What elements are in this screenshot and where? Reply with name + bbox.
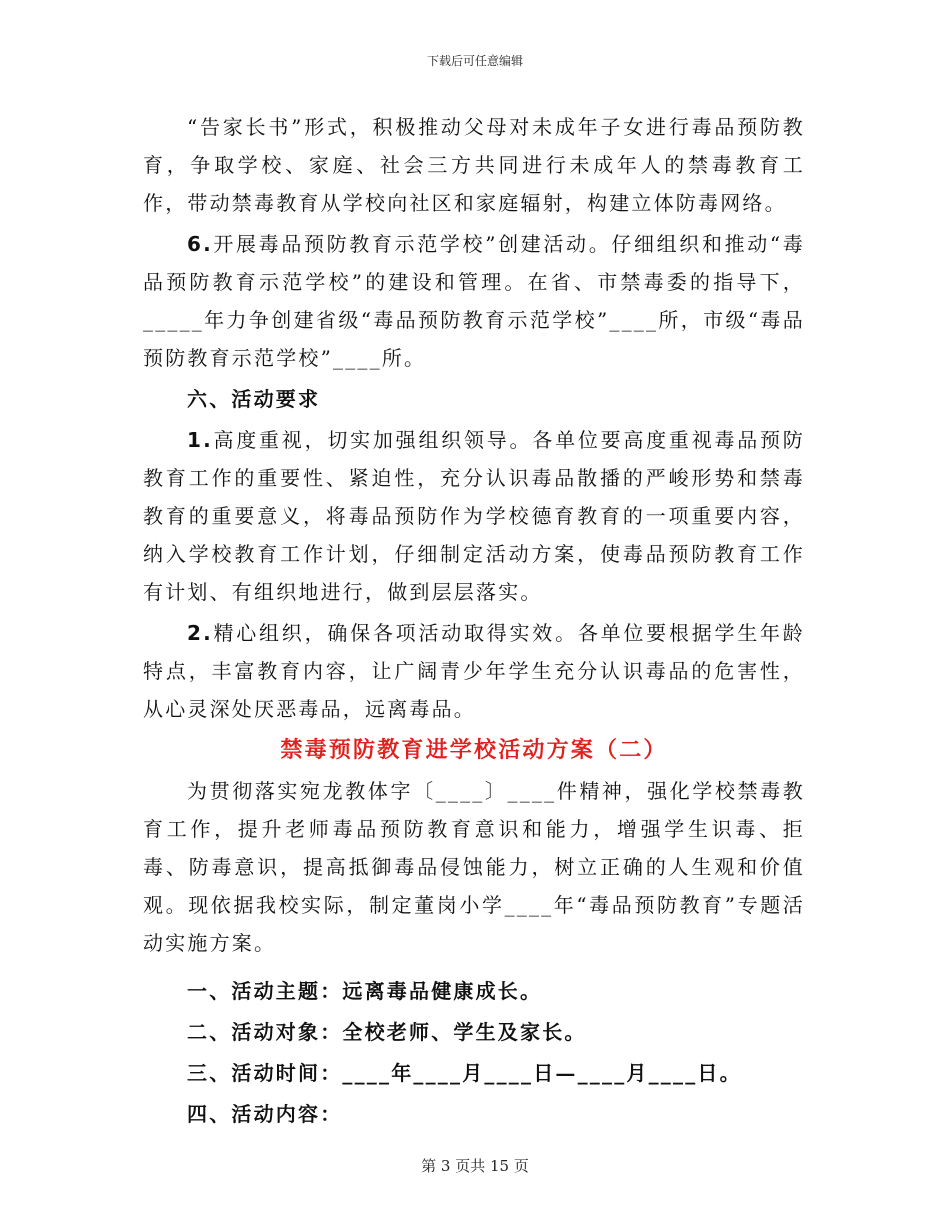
item-number: 1.: [187, 428, 213, 452]
page-header: 下载后可任意编辑: [426, 54, 523, 68]
paragraph-item-1: [143, 421, 805, 611]
item-number: 6.: [187, 232, 213, 256]
paragraph-intro: 为贯彻落实宛龙教体字〔____〕____件精神，强化学校禁毒教育工作，提升老师毒品预防教育意识和能力，增强学生识毒、拒毒、防毒意识，提高抵御毒品侵蚀能力，树立正确的人生观和价值观。现依据我校实际，制定董岗小学____年“毒品预防教育”专题活动实施方案。: [143, 779, 805, 955]
document-body: [143, 108, 805, 1133]
section-heading-requirements: 六、活动要求: [187, 387, 321, 411]
paragraph-item-6: [143, 225, 805, 377]
section-title: 禁毒预防教育进学校活动方案（二）: [280, 737, 668, 763]
page-footer: 第 3 页共 15 页: [421, 1157, 529, 1175]
item-text: 开展毒品预防教育示范学校”创建活动。仔细组织和推动“毒品预防教育示范学校”的建设和管理。在省、市禁毒委的指导下，_____年力争创建省级“毒品预防教育示范学校”____所，市级“毒品预防教育示范学校”____所。: [143, 232, 805, 370]
activity-time: 三、活动时间：____年____月____日—____月____日。: [187, 1061, 742, 1085]
item-text: 精心组织，确保各项活动取得实效。各单位要根据学生年龄特点，丰富教育内容，让广阔青少年学生充分认识毒品的危害性，从心灵深处厌恶毒品，远离毒品。: [143, 621, 805, 721]
item-text: 高度重视，切实加强组织领导。各单位要高度重视毒品预防教育工作的重要性、紧迫性，充分认识毒品散播的严峻形势和禁毒教育的重要意义，将毒品预防作为学校德育教育的一项重要内容，纳入学校教育工作计划，仔细制定活动方案，使毒品预防教育工作有计划、有组织地进行，做到层层落实。: [143, 428, 805, 604]
activity-content: 四、活动内容：: [187, 1102, 343, 1126]
paragraph-item-2: [143, 614, 805, 728]
item-number: 2.: [187, 621, 213, 645]
activity-target: 二、活动对象：全校老师、学生及家长。: [187, 1020, 587, 1044]
paragraph-parent-letter: “告家长书”形式，积极推动父母对未成年子女进行毒品预防教育，争取学校、家庭、社会三方共同进行未成年人的禁毒教育工作，带动禁毒教育从学校向社区和家庭辐射，构建立体防毒网络。: [143, 115, 805, 215]
activity-theme: 一、活动主题：远离毒品健康成长。: [187, 979, 543, 1003]
